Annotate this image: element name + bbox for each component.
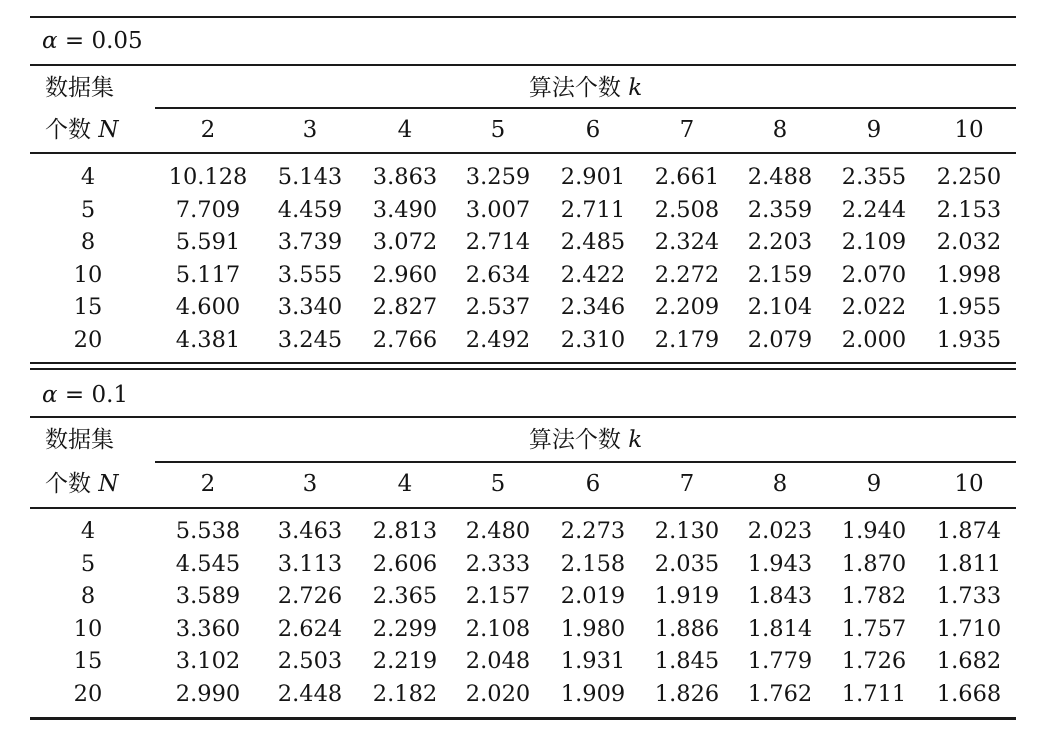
critical-value-cell: 2.537 xyxy=(465,294,531,321)
critical-value-cell: 2.020 xyxy=(465,681,531,707)
critical-value-cell: 1.998 xyxy=(936,261,1002,288)
critical-value-cell: 4.459 xyxy=(277,196,343,223)
critical-value-cell: 4.600 xyxy=(175,294,241,321)
critical-value-cell: 3.072 xyxy=(372,229,438,256)
critical-value-cell: 3.555 xyxy=(277,261,343,288)
k-column-header: 8 xyxy=(772,117,788,143)
critical-value-cell: 2.108 xyxy=(465,615,531,642)
critical-value-cell: 1.845 xyxy=(654,648,720,675)
critical-value-cell: 4.545 xyxy=(175,550,241,577)
k-column-header: 5 xyxy=(490,117,506,143)
algorithm-count-header: 算法个数 k xyxy=(528,427,643,453)
critical-value-cell: 3.113 xyxy=(277,550,343,577)
critical-value-cell: 3.007 xyxy=(465,196,531,223)
critical-value-cell: 2.157 xyxy=(465,583,531,610)
critical-value-cell: 1.779 xyxy=(747,648,813,675)
critical-value-cell: 2.606 xyxy=(372,550,438,577)
critical-value-cell: 3.463 xyxy=(277,518,343,544)
critical-value-cell: 2.624 xyxy=(277,615,343,642)
critical-value-cell: 1.757 xyxy=(841,615,907,642)
critical-value-cell: 2.766 xyxy=(372,327,438,353)
critical-value-cell: 2.346 xyxy=(560,294,626,321)
critical-value-cell: 2.827 xyxy=(372,294,438,321)
critical-value-cell: 10.128 xyxy=(168,164,248,190)
critical-value-cell: 1.980 xyxy=(560,615,626,642)
critical-value-cell: 2.901 xyxy=(560,164,626,190)
critical-value-cell: 2.714 xyxy=(465,229,531,256)
k-column-header: 5 xyxy=(490,471,506,497)
k-column-header: 2 xyxy=(200,117,216,143)
critical-value-cell: 2.492 xyxy=(465,327,531,353)
critical-value-cell: 2.182 xyxy=(372,681,438,707)
critical-value-cell: 5.591 xyxy=(175,229,241,256)
dataset-count-cell: 10 xyxy=(73,261,103,288)
critical-value-cell: 2.355 xyxy=(841,164,907,190)
k-column-header: 10 xyxy=(954,471,984,497)
dataset-count-header-n: 个数 N xyxy=(45,117,119,143)
critical-value-cell: 1.682 xyxy=(936,648,1002,675)
critical-value-cell: 3.589 xyxy=(175,583,241,610)
critical-value-cell: 2.203 xyxy=(747,229,813,256)
critical-value-cell: 1.955 xyxy=(936,294,1002,321)
table-rule xyxy=(30,362,1016,364)
critical-value-cell: 1.886 xyxy=(654,615,720,642)
critical-value-cell: 2.813 xyxy=(372,518,438,544)
critical-value-cell: 3.102 xyxy=(175,648,241,675)
dataset-count-cell: 5 xyxy=(80,550,96,577)
table-rule xyxy=(30,416,1016,418)
critical-value-cell: 5.117 xyxy=(175,261,241,288)
critical-value-cell: 1.711 xyxy=(841,681,907,707)
table-rule xyxy=(30,507,1016,509)
critical-value-cell: 1.909 xyxy=(560,681,626,707)
critical-value-cell: 1.762 xyxy=(747,681,813,707)
critical-value-cell: 5.538 xyxy=(175,518,241,544)
critical-value-cell: 2.022 xyxy=(841,294,907,321)
critical-value-cell: 1.931 xyxy=(560,648,626,675)
k-column-header: 7 xyxy=(679,471,695,497)
critical-value-cell: 3.863 xyxy=(372,164,438,190)
critical-value-cell: 2.023 xyxy=(747,518,813,544)
dataset-count-cell: 20 xyxy=(73,327,103,353)
critical-value-cell: 1.733 xyxy=(936,583,1002,610)
critical-value-cell: 2.448 xyxy=(277,681,343,707)
k-column-header: 8 xyxy=(772,471,788,497)
critical-value-cell: 2.333 xyxy=(465,550,531,577)
k-column-header: 4 xyxy=(397,471,413,497)
critical-value-cell: 2.488 xyxy=(747,164,813,190)
critical-value-cell: 1.710 xyxy=(936,615,1002,642)
k-column-header: 6 xyxy=(585,471,601,497)
table-rule xyxy=(30,368,1016,370)
critical-value-cell: 2.634 xyxy=(465,261,531,288)
critical-value-cell: 2.048 xyxy=(465,648,531,675)
critical-value-cell: 3.245 xyxy=(277,327,343,353)
k-column-header: 2 xyxy=(200,471,216,497)
dataset-count-cell: 15 xyxy=(73,294,103,321)
critical-value-cell: 2.070 xyxy=(841,261,907,288)
critical-value-cell: 2.179 xyxy=(654,327,720,353)
dataset-count-cell: 5 xyxy=(80,196,96,223)
critical-value-cell: 1.668 xyxy=(936,681,1002,707)
critical-value-cell: 3.340 xyxy=(277,294,343,321)
critical-value-cell: 2.661 xyxy=(654,164,720,190)
table-rule xyxy=(30,717,1016,720)
critical-value-cell: 1.843 xyxy=(747,583,813,610)
critical-value-cell: 1.811 xyxy=(936,550,1002,577)
critical-value-cell: 1.919 xyxy=(654,583,720,610)
critical-value-cell: 4.381 xyxy=(175,327,241,353)
critical-value-cell: 3.739 xyxy=(277,229,343,256)
critical-value-cell: 2.000 xyxy=(841,327,907,353)
critical-value-cell: 5.143 xyxy=(277,164,343,190)
critical-value-cell: 2.480 xyxy=(465,518,531,544)
k-column-header: 4 xyxy=(397,117,413,143)
critical-value-cell: 3.259 xyxy=(465,164,531,190)
critical-value-cell: 2.209 xyxy=(654,294,720,321)
k-column-header: 6 xyxy=(585,117,601,143)
critical-value-cell: 2.159 xyxy=(747,261,813,288)
critical-value-cell: 2.079 xyxy=(747,327,813,353)
critical-value-cell: 2.365 xyxy=(372,583,438,610)
k-column-header: 3 xyxy=(302,117,318,143)
critical-value-cell: 2.250 xyxy=(936,164,1002,190)
critical-value-cell: 2.273 xyxy=(560,518,626,544)
critical-value-cell: 1.943 xyxy=(747,550,813,577)
algorithm-count-header: 算法个数 k xyxy=(528,75,643,101)
table-rule xyxy=(30,64,1016,66)
dataset-count-cell: 8 xyxy=(80,583,96,610)
table-rule xyxy=(155,461,1016,463)
table-rule xyxy=(155,107,1016,109)
critical-value-cell: 2.485 xyxy=(560,229,626,256)
k-column-header: 10 xyxy=(954,117,984,143)
critical-value-cell: 2.359 xyxy=(747,196,813,223)
dataset-count-header: 数据集 xyxy=(45,75,114,101)
critical-value-cell: 1.870 xyxy=(841,550,907,577)
table-rule xyxy=(30,16,1016,18)
critical-value-cell: 2.104 xyxy=(747,294,813,321)
critical-value-cell: 1.874 xyxy=(936,518,1002,544)
k-column-header: 9 xyxy=(866,117,882,143)
alpha-label: α = 0.05 xyxy=(42,28,143,54)
critical-value-cell: 2.324 xyxy=(654,229,720,256)
critical-value-cell: 1.935 xyxy=(936,327,1002,353)
dataset-count-cell: 10 xyxy=(73,615,103,642)
critical-value-cell: 2.130 xyxy=(654,518,720,544)
k-column-header: 9 xyxy=(866,471,882,497)
critical-value-cell: 2.711 xyxy=(560,196,626,223)
critical-value-cell: 2.726 xyxy=(277,583,343,610)
dataset-count-cell: 20 xyxy=(73,681,103,707)
critical-value-cell: 2.109 xyxy=(841,229,907,256)
dataset-count-cell: 8 xyxy=(80,229,96,256)
critical-value-cell: 3.360 xyxy=(175,615,241,642)
critical-value-cell: 2.219 xyxy=(372,648,438,675)
critical-value-cell: 2.508 xyxy=(654,196,720,223)
dataset-count-cell: 4 xyxy=(80,164,96,190)
critical-value-cell: 2.035 xyxy=(654,550,720,577)
critical-value-cell: 2.960 xyxy=(372,261,438,288)
critical-value-cell: 3.490 xyxy=(372,196,438,223)
critical-value-cell: 1.940 xyxy=(841,518,907,544)
dataset-count-header-n: 个数 N xyxy=(45,471,119,497)
critical-value-cell: 7.709 xyxy=(175,196,241,223)
critical-value-cell: 2.422 xyxy=(560,261,626,288)
dataset-count-cell: 4 xyxy=(80,518,96,544)
critical-value-cell: 2.244 xyxy=(841,196,907,223)
critical-value-cell: 2.503 xyxy=(277,648,343,675)
critical-value-cell: 1.726 xyxy=(841,648,907,675)
critical-value-cell: 2.272 xyxy=(654,261,720,288)
k-column-header: 3 xyxy=(302,471,318,497)
dataset-count-header: 数据集 xyxy=(45,427,114,453)
dataset-count-cell: 15 xyxy=(73,648,103,675)
critical-value-cell: 2.990 xyxy=(175,681,241,707)
critical-value-cell: 2.032 xyxy=(936,229,1002,256)
critical-value-cell: 2.299 xyxy=(372,615,438,642)
alpha-label: α = 0.1 xyxy=(42,382,129,408)
table-rule xyxy=(30,152,1016,154)
critical-value-cell: 2.019 xyxy=(560,583,626,610)
critical-value-cell: 2.158 xyxy=(560,550,626,577)
critical-value-cell: 1.782 xyxy=(841,583,907,610)
critical-value-cell: 2.153 xyxy=(936,196,1002,223)
critical-value-cell: 1.814 xyxy=(747,615,813,642)
critical-value-cell: 1.826 xyxy=(654,681,720,707)
k-column-header: 7 xyxy=(679,117,695,143)
critical-value-cell: 2.310 xyxy=(560,327,626,353)
